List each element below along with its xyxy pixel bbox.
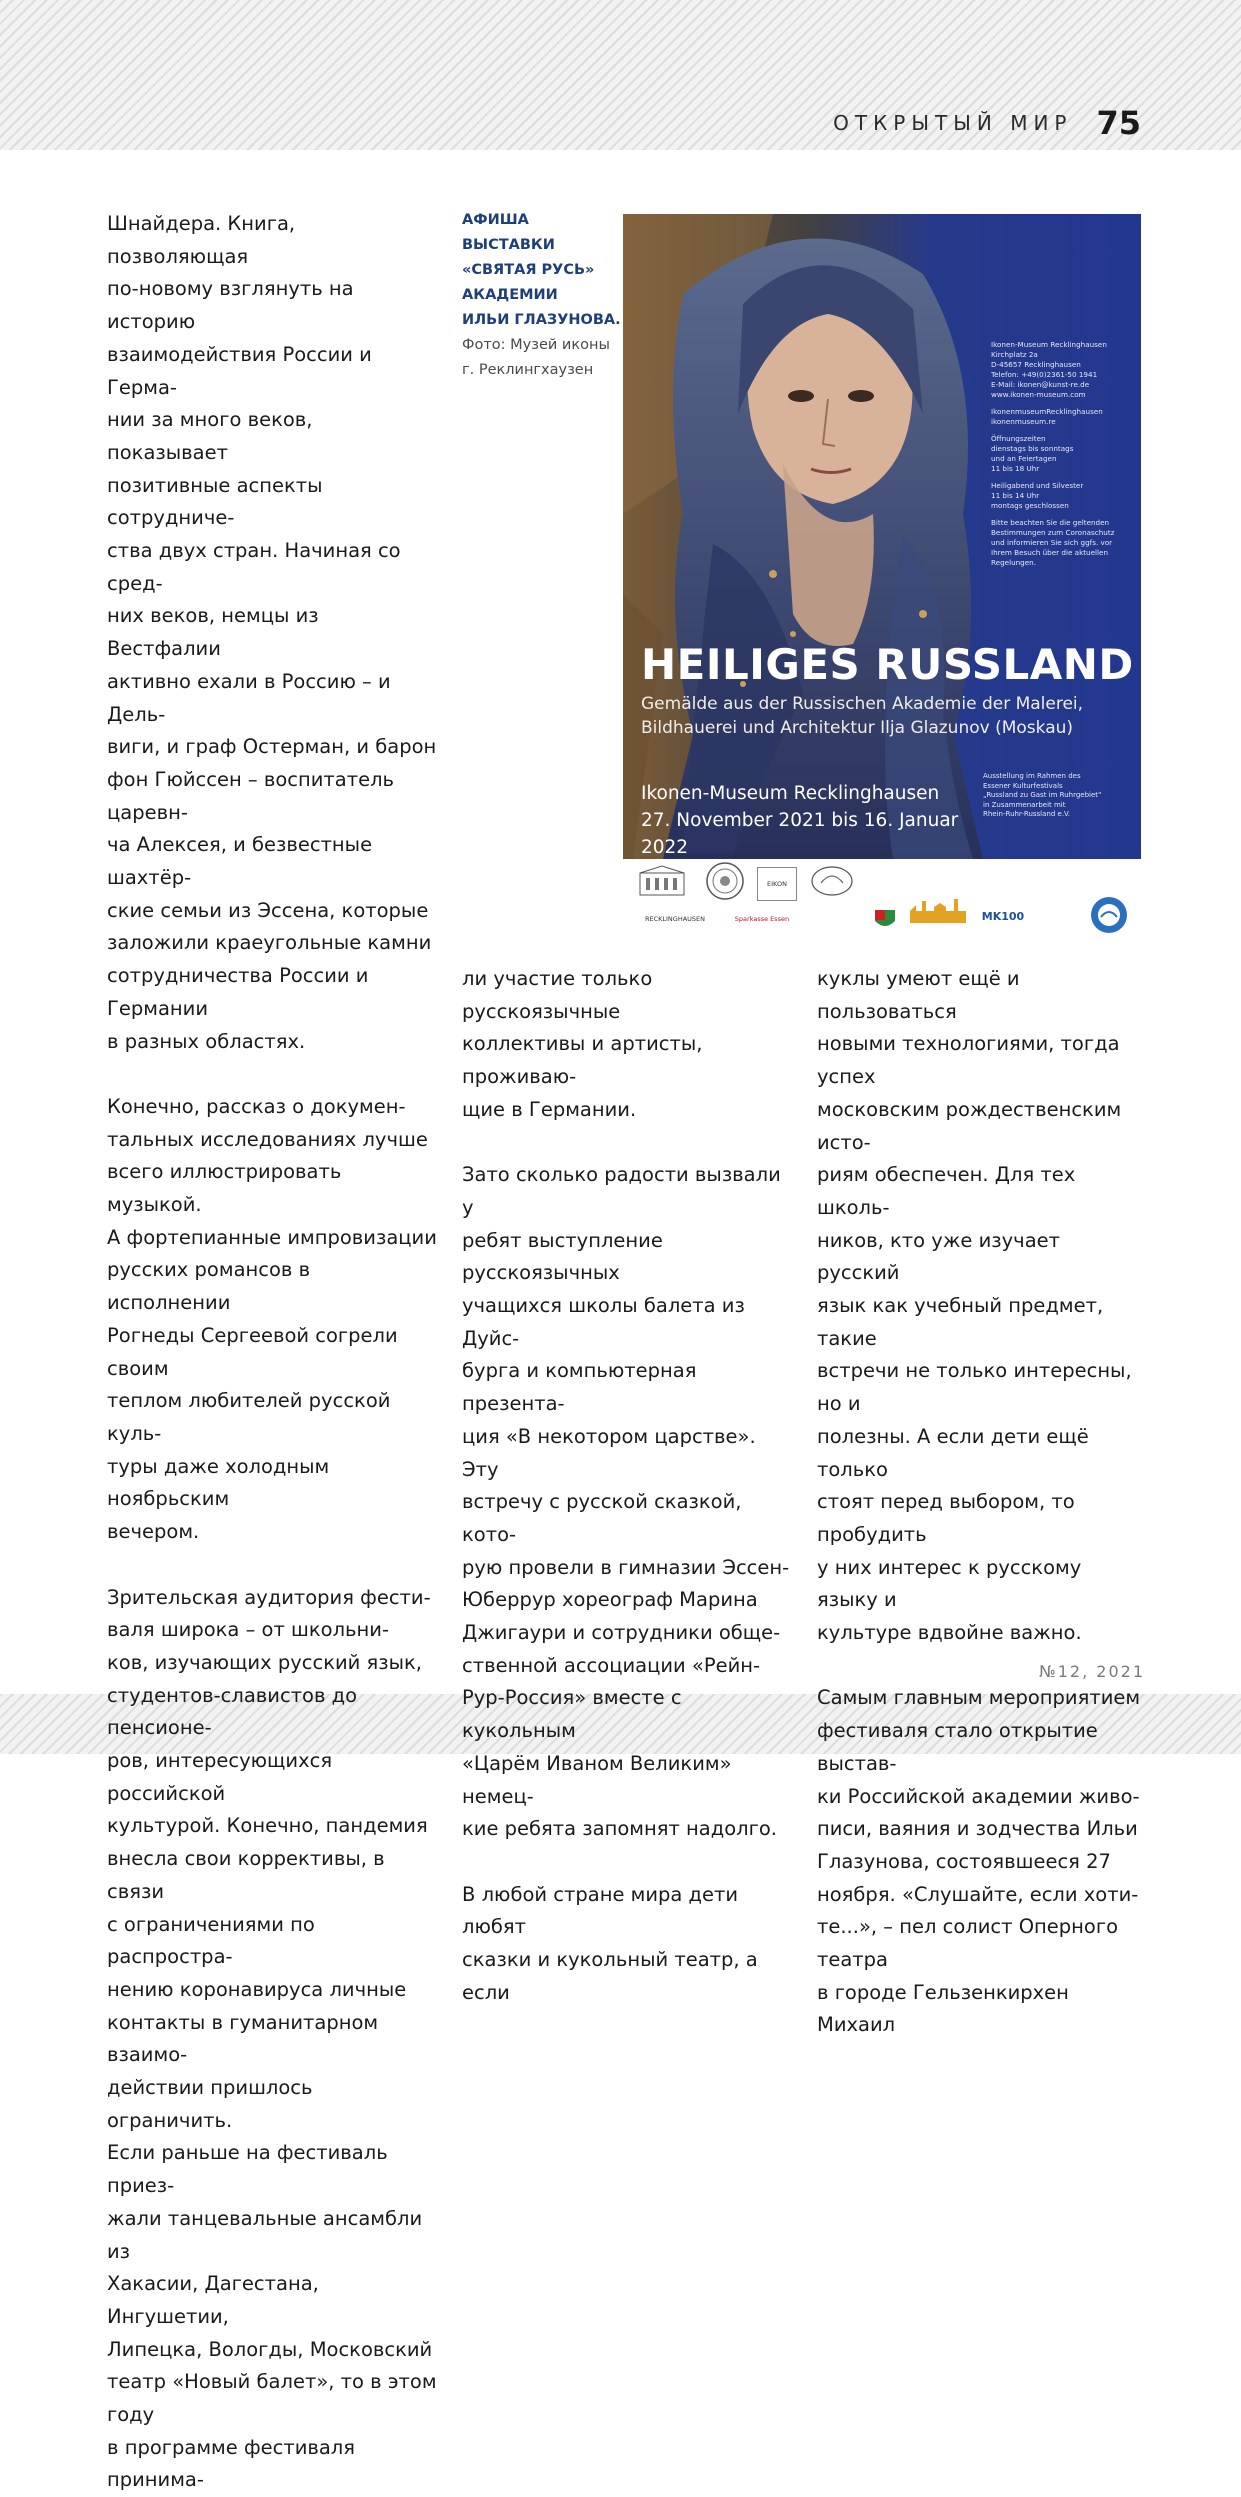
text-line: ников, кто уже изучает русский [817,1225,1147,1290]
poster-info-line: E-Mail: ikonen@kunst-re.de [991,380,1136,390]
text-line: ча Алексея, и безвестные шахтёр- [107,829,437,894]
text-line: Зато сколько радости вызвали у [462,1159,792,1224]
text-line: в разных областях. [107,1026,437,1059]
text-line: риям обеспечен. Для тех школь- [817,1159,1147,1224]
caption-title-line: АФИША ВЫСТАВКИ [462,208,622,258]
issue-number: №12, 2021 [1039,1662,1145,1681]
text-line: ноября. «Слушайте, если хоти- [817,1879,1147,1912]
text-line: них веков, немцы из Вестфалии [107,600,437,665]
nrw-crest-logo [873,909,897,931]
poster-note-line: in Zusammenarbeit mit [983,801,1138,811]
text-line: виги, и граф Остерман, и барон [107,731,437,764]
caption-title-line: «СВЯТАЯ РУСЬ» [462,258,622,283]
poster-info-line: 11 bis 18 Uhr [991,464,1136,474]
poster-note-line: Ausstellung im Rahmen des [983,772,1138,782]
section-title: ОТКРЫТЫЙ МИР [833,111,1072,135]
poster-caption [462,208,622,383]
exhibition-poster [623,214,1141,940]
text-line: взаимодействия России и Герма- [107,339,437,404]
text-line: ров, интересующихся российской [107,1745,437,1810]
poster-info-line: ikonenmuseum.re [991,417,1136,427]
text-line: сотрудничества России и Германии [107,960,437,1025]
paragraph [462,963,792,1127]
text-line: встречу с русской сказкой, кото- [462,1486,792,1551]
caption-credit [462,333,622,383]
caption-title [462,208,622,333]
text-line: писи, ваяния и зодчества Ильи [817,1813,1147,1846]
text-line: ция «В некотором царстве». Эту [462,1421,792,1486]
caption-credit-line: Фото: Музей иконы [462,333,622,358]
poster-info-line: Bestimmungen zum Coronaschutz [991,528,1136,538]
text-line: В любой стране мира дети любят [462,1879,792,1944]
paragraph [817,1682,1147,2042]
text-line: контакты в гуманитарном взаимо- [107,2007,437,2072]
text-line: учащихся школы балета из Дуйс- [462,1290,792,1355]
text-line: ребят выступление русскоязычных [462,1225,792,1290]
poster-info-line: Regelungen. [991,558,1136,568]
text-line: кие ребята запомнят надолго. [462,1813,792,1846]
poster-subtitle-line: Bildhauerei und Architektur Ilja Glazunov (Moskau) [641,716,1137,740]
text-line: те...», – пел солист Оперного театра [817,1911,1147,1976]
text-line: позитивные аспекты сотрудниче- [107,470,437,535]
text-line: рую провели в гимназии Эссен- [462,1552,792,1585]
mk100-logo: MK100 [979,905,1027,927]
poster-info-line: und informieren Sie sich ggfs. vor [991,538,1136,548]
round-badge-logo [1089,895,1129,935]
text-line: Рогнеды Сергеевой согрели своим [107,1320,437,1385]
text-line: заложили краеугольные камни [107,927,437,960]
poster-museum-info [991,340,1136,575]
text-line: нии за много веков, показывает [107,404,437,469]
text-line: «Царём Иваном Великим» немец- [462,1748,792,1813]
text-column-1 [107,208,437,2497]
poster-venue-line: Ikonen-Museum Recklinghausen [641,780,981,807]
poster-info-line: IkonenmuseumRecklinghausen [991,407,1136,417]
text-column-2 [462,963,792,2009]
caption-title-line: АКАДЕМИИ [462,283,622,308]
paragraph [462,1159,792,1846]
poster-info-line: Kirchplatz 2a [991,350,1136,360]
recklinghausen-logo: RECKLINGHAUSEN [635,909,715,929]
text-line: стоят перед выбором, то пробудить [817,1486,1147,1551]
poster-venue-line: 27. November 2021 bis 16. Januar 2022 [641,807,981,861]
poster-info-line: Ikonen-Museum Recklinghausen [991,340,1136,350]
text-line: русских романсов в исполнении [107,1254,437,1319]
text-line: студентов-славистов до пенсионе- [107,1680,437,1745]
text-line: тальных исследованиях лучше [107,1124,437,1157]
poster-note-line: Rhein-Ruhr-Russland e.V. [983,810,1138,820]
text-column-3 [817,963,1147,2042]
paragraph [817,963,1147,1650]
text-line: Юберрур хореограф Марина [462,1584,792,1617]
text-line: встречи не только интересны, но и [817,1355,1147,1420]
paragraph [462,1879,792,2010]
text-line: Хакасии, Дагестана, Ингушетии, [107,2268,437,2333]
caption-credit-line: г. Реклингхаузен [462,358,622,383]
text-line: Рур-Россия» вместе с кукольным [462,1682,792,1747]
text-line: вечером. [107,1516,437,1549]
poster-info-line: montags geschlossen [991,501,1136,511]
text-line: А фортепианные импровизации [107,1222,437,1255]
poster-venue-dates [641,780,981,861]
poster-festival-note [983,772,1138,820]
poster-info-line: und an Feiertagen [991,454,1136,464]
text-line: Глазунова, состоявшееся 27 [817,1846,1147,1879]
poster-info-line: Heiligabend und Silvester [991,481,1136,491]
text-line: куклы умеют ещё и пользоваться [817,963,1147,1028]
text-line: действии пришлось ограничить. [107,2072,437,2137]
page-number: 75 [1096,104,1141,142]
poster-subtitle-line: Gemälde aus der Russischen Akademie der Malerei, [641,692,1137,716]
caption-title-line: ИЛЬИ ГЛАЗУНОВА. [462,308,622,333]
text-line: язык как учебный предмет, такие [817,1290,1147,1355]
text-line: полезны. А если дети ещё только [817,1421,1147,1486]
text-line: Зрительская аудитория фести- [107,1582,437,1615]
text-line: Если раньше на фестиваль приез- [107,2137,437,2202]
poster-info-group [991,481,1136,511]
poster-note-line: Essener Kulturfestivals [983,782,1138,792]
text-line: ственной ассоциации «Рейн- [462,1650,792,1683]
text-line: у них интерес к русскому языку и [817,1552,1147,1617]
text-line: ства двух стран. Начиная со сред- [107,535,437,600]
poster-note-line: „Russland zu Gast im Ruhrgebiet“ [983,791,1138,801]
text-line: внесла свои коррективы, в связи [107,1843,437,1908]
text-line: всего иллюстрировать музыкой. [107,1156,437,1221]
text-line: фон Гюйссен – воспитатель царевн- [107,764,437,829]
poster-subtitle [641,692,1137,740]
text-line: культуре вдвойне важно. [817,1617,1147,1650]
poster-info-line: 11 bis 14 Uhr [991,491,1136,501]
poster-info-group [991,340,1136,400]
poster-info-line: dienstags bis sonntags [991,444,1136,454]
text-line: Самым главным мероприятием [817,1682,1147,1715]
text-line: культурой. Конечно, пандемия [107,1810,437,1843]
text-line: в программе фестиваля принима- [107,2432,437,2497]
text-line: валя широка – от школьни- [107,1614,437,1647]
poster-info-line: D-45657 Recklinghausen [991,360,1136,370]
paragraph [107,208,437,1058]
text-line: сказки и кукольный театр, а если [462,1944,792,2009]
text-line: жали танцевальные ансамбли из [107,2203,437,2268]
poster-info-group [991,518,1136,568]
city-skyline-logo [908,897,968,925]
poster-sponsor-logos [623,859,1141,940]
text-line: ские семьи из Эссена, которые [107,895,437,928]
text-line: коллективы и артисты, проживаю- [462,1028,792,1093]
text-line: с ограничениями по распростра- [107,1909,437,1974]
text-line: щие в Германии. [462,1094,792,1127]
text-line: московским рождественским исто- [817,1094,1147,1159]
poster-info-group [991,407,1136,427]
text-line: ки Российской академии живо- [817,1781,1147,1814]
oval-emblem-logo [809,863,855,899]
text-line: нению коронавируса личные [107,1974,437,2007]
text-line: фестиваля стало открытие выстав- [817,1715,1147,1780]
poster-info-line: Bitte beachten Sie die geltenden [991,518,1136,528]
poster-painting [623,214,1141,859]
paragraph [107,1091,437,1549]
text-line: Шнайдера. Книга, позволяющая [107,208,437,273]
text-line: бурга и компьютерная презента- [462,1355,792,1420]
text-line: в городе Гельзенкирхен Михаил [817,1977,1147,2042]
text-line: теплом любителей русской куль- [107,1385,437,1450]
eikon-logo: EIKON [757,867,797,901]
poster-info-line: Ihrem Besuch über die aktuellen [991,548,1136,558]
poster-info-line: www.ikonen-museum.com [991,390,1136,400]
text-line: Липецка, Вологды, Московский [107,2334,437,2367]
sparkasse-logo: Sparkasse Essen [727,909,797,929]
seal-logo [705,861,745,901]
poster-info-line: Telefon: +49(0)2361-50 1941 [991,370,1136,380]
poster-info-line: Öffnungszeiten [991,434,1136,444]
page-header [833,100,1141,146]
poster-title: HEILIGES RUSSLAND [641,642,1137,688]
text-line: Джигаури и сотрудники обще- [462,1617,792,1650]
text-line: активно ехали в Россию – и Дель- [107,666,437,731]
text-line: ли участие только русскоязычные [462,963,792,1028]
paragraph [107,1582,437,2497]
building-logo [637,865,687,899]
text-line: новыми технологиями, тогда успех [817,1028,1147,1093]
text-line: ков, изучающих русский язык, [107,1647,437,1680]
text-line: театр «Новый балет», то в этом году [107,2366,437,2431]
text-line: по-новому взглянуть на историю [107,273,437,338]
poster-info-group [991,434,1136,474]
text-line: Конечно, рассказ о докумен- [107,1091,437,1124]
text-line: туры даже холодным ноябрьским [107,1451,437,1516]
